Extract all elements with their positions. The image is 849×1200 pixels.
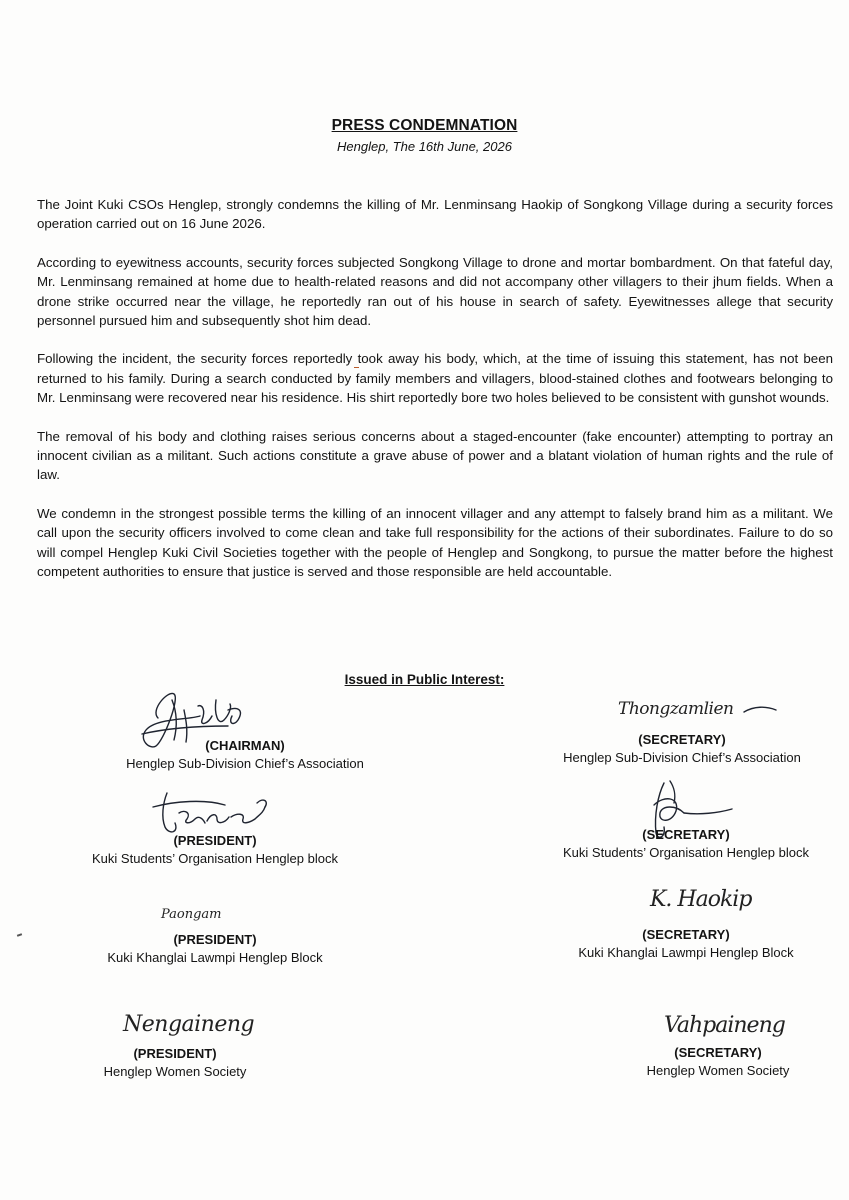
signatory-left-1	[80, 737, 410, 773]
kkl-secretary-signature: K. Haokip	[650, 887, 752, 912]
signatory-role: (SECRETARY)	[642, 827, 730, 842]
kkl-president-signature: Paongam	[161, 907, 222, 922]
signatory-org: Henglep Sub-Division Chief’s Association	[126, 756, 364, 771]
signatory-role: (SECRETARY)	[674, 1045, 762, 1060]
signatory-left-2	[50, 832, 380, 868]
paragraph: We condemn in the strongest possible terms the killing of an innocent villager and any attempt to falsely brand him as a militant. We call upon the security officers involved to come clean and take full responsibility for the actions of their subordinates. Failure to do so will compel Henglep Kuki Civil Societies together with the people of Henglep and Songkong, to pursue the matter before the highest competent authorities to ensure that justice is served and those responsible are held accountable.	[37, 505, 833, 580]
signatory-right-4	[553, 1044, 849, 1080]
signature-flourish	[740, 702, 780, 718]
signatory-role: (CHAIRMAN)	[205, 738, 285, 753]
chiefs-secretary-signature: Thongzamlien	[618, 699, 734, 719]
signatory-org: Kuki Khanglai Lawmpi Henglep Block	[107, 950, 323, 965]
signatory-org: Kuki Khanglai Lawmpi Henglep Block	[578, 945, 794, 960]
signatory-role: (PRESIDENT)	[133, 1046, 217, 1061]
signatory-org: Henglep Sub-Division Chief’s Association	[563, 750, 801, 765]
women-society-secretary-signature: Vahpaineng	[664, 1013, 785, 1038]
issued-line: Issued in Public Interest:	[344, 672, 505, 687]
signatory-right-3	[521, 926, 849, 962]
signatory-org: Henglep Women Society	[103, 1064, 247, 1079]
document-title: PRESS CONDEMNATION	[331, 117, 518, 134]
signatory-left-4	[10, 1045, 340, 1081]
signatory-org: Kuki Students’ Organisation Henglep block	[92, 851, 338, 866]
signatory-role: (PRESIDENT)	[173, 932, 257, 947]
ink-speck	[354, 367, 359, 368]
paragraph: The removal of his body and clothing raises serious concerns about a staged-encounter (fake encounter) attempting to portray an innocent civilian as a militant. Such actions constitute a grave abuse of power and a blatant violation of human rights and the rule of law.	[37, 428, 833, 483]
signatory-role: (SECRETARY)	[638, 732, 726, 747]
statement-body	[37, 195, 833, 601]
signatory-role: (SECRETARY)	[642, 927, 730, 942]
signatory-org: Henglep Women Society	[646, 1063, 790, 1078]
signatory-left-3	[50, 931, 380, 967]
paragraph: According to eyewitness accounts, security forces subjected Songkong Village to drone and mortar bombardment. On that fateful day, Mr. Lenminsang remained at home due to health-related reasons and did not accompany other villagers to their jhum fields. When a drone strike occurred near the village, he reportedly ran out of his house in search of safety. Eyewitnesses allege that security personnel pursued him and subsequently shot him dead.	[37, 254, 833, 329]
paragraph: Following the incident, the security forces reportedly took away his body, which, at the time of issuing this statement, has not been returned to his family. During a search conducted by family members and villagers, blood-stained clothes and footwears belonging to Mr. Lenminsang were recovered near his residence. His shirt reportedly bore two holes believed to be consistent with gunshot wounds.	[37, 351, 833, 406]
paragraph: The Joint Kuki CSOs Henglep, strongly condemns the killing of Mr. Lenminsang Haokip of Songkong Village during a security forces operation carried out on 16 June 2026.	[37, 197, 833, 232]
ink-mark	[17, 933, 22, 937]
signatory-role: (PRESIDENT)	[173, 833, 257, 848]
signatory-right-2	[521, 826, 849, 862]
women-society-president-signature: Nengaineng	[123, 1012, 255, 1037]
signatory-right-1	[517, 731, 847, 767]
dateline: Henglep, The 16th June, 2026	[337, 139, 512, 154]
signatory-org: Kuki Students’ Organisation Henglep block	[563, 845, 809, 860]
